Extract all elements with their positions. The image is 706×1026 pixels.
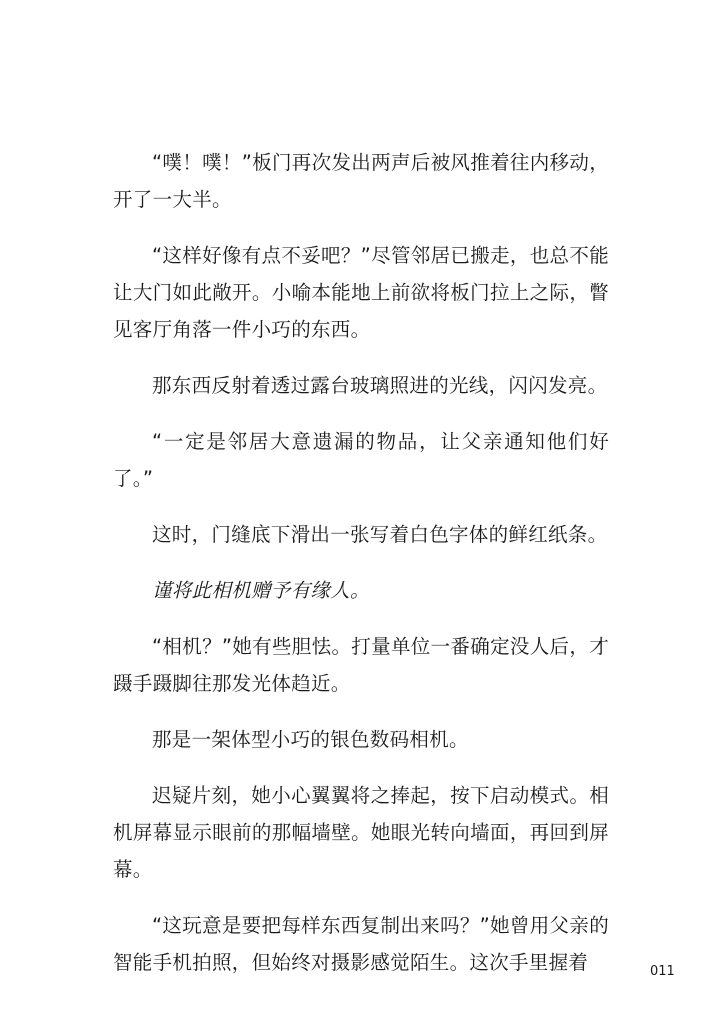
paragraph-9: 迟疑片刻，她小心翼翼将之捧起，按下启动模式。相机屏幕显示眼前的那幅墙壁。她眼光转向墙面，再回到屏幕。 xyxy=(113,784,609,881)
page-number: 011 xyxy=(650,964,675,979)
paragraph-10: “这玩意是要把每样东西复制出来吗？”她曾用父亲的智能手机拍照，但始终对摄影感觉陌生。这次手里握着 xyxy=(113,914,609,974)
paragraph-2: “这样好像有点不妥吧？”尽管邻居已搬走，也总不能让大门如此敞开。小喻本能地上前欲将板门拉上之际，瞥见客厅角落一件小巧的东西。 xyxy=(113,244,609,341)
body-text xyxy=(113,144,609,1000)
note-text-italic: 谨将此相机赠予有缘人。 xyxy=(152,579,370,602)
paragraph-4: “一定是邻居大意遗漏的物品，让父亲通知他们好了。” xyxy=(113,430,609,490)
paragraph-5: 这时，门缝底下滑出一张写着白色字体的鲜红纸条。 xyxy=(152,523,608,546)
paragraph-8: 那是一架体型小巧的银色数码相机。 xyxy=(152,728,469,751)
paragraph-7: “相机？”她有些胆怯。打量单位一番确定没人后，才蹑手蹑脚往那发光体趋近。 xyxy=(113,635,609,695)
paragraph-1: “噗！噗！”板门再次发出两声后被风推着往内移动，开了一大半。 xyxy=(113,151,609,211)
paragraph-3: 那东西反射着透过露台玻璃照进的光线，闪闪发亮。 xyxy=(152,374,608,397)
